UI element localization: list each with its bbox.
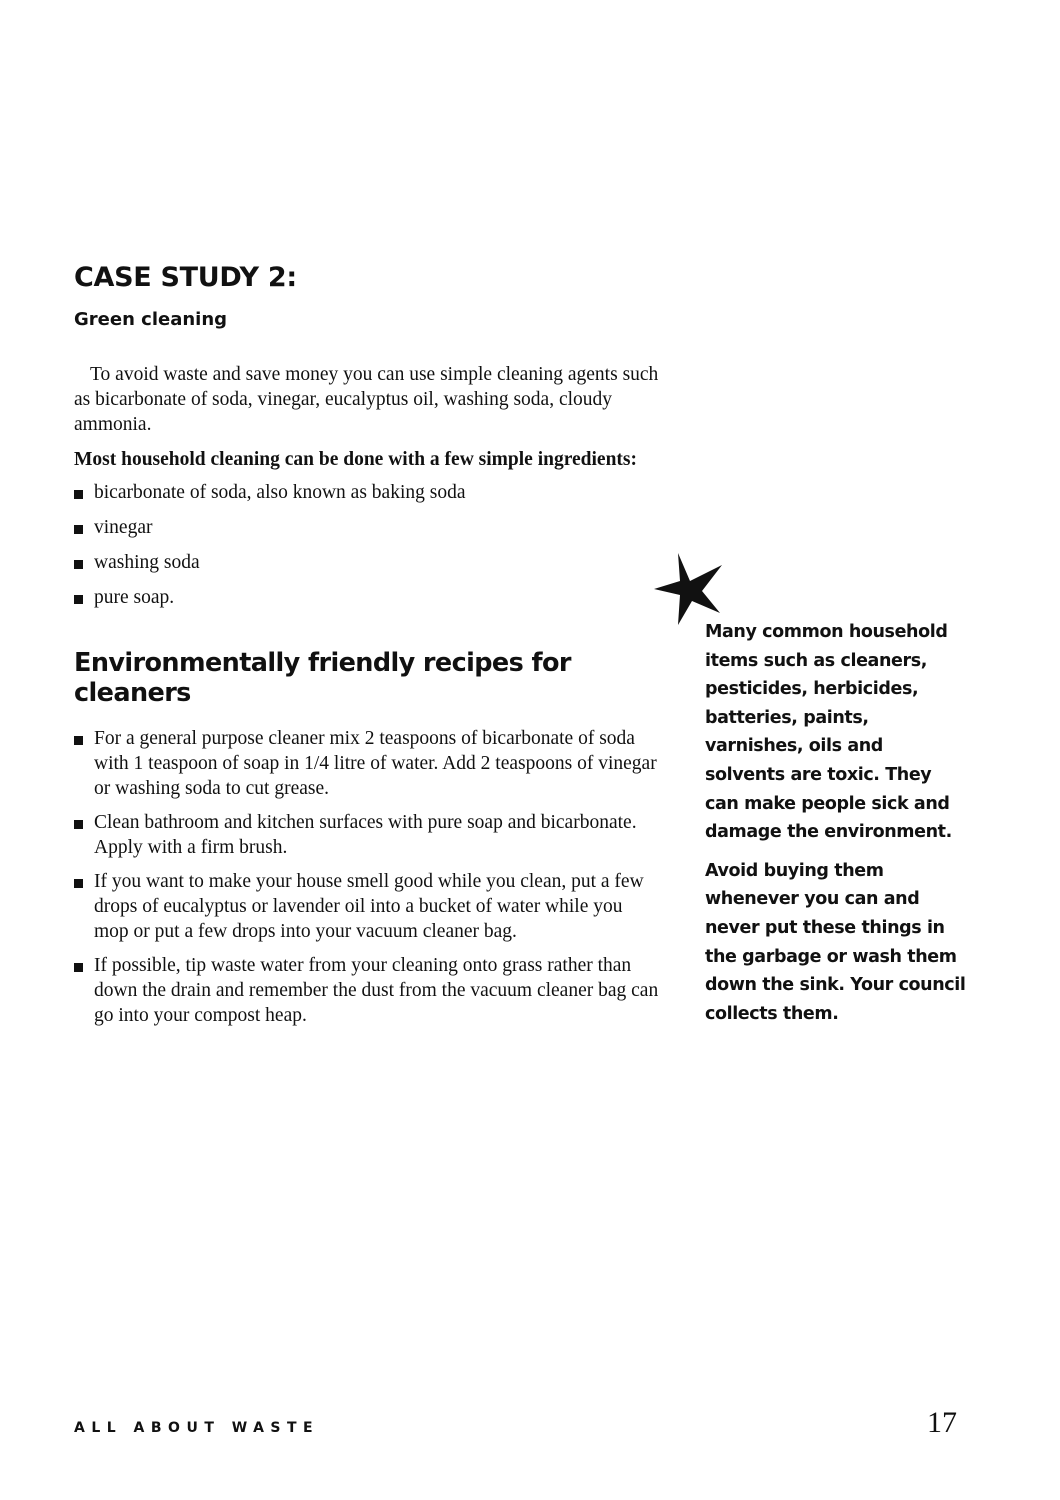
star-icon	[652, 551, 726, 627]
page-number: 17	[927, 1406, 957, 1439]
sidebar-note	[705, 618, 967, 1038]
list-item-text: washing soda	[94, 552, 200, 573]
list-item-text: pure soap.	[94, 587, 175, 608]
bullet-square-icon	[74, 963, 83, 972]
case-study-subtitle: Green cleaning	[74, 309, 228, 330]
bullet-square-icon	[74, 525, 83, 534]
bullet-square-icon	[74, 879, 83, 888]
recipes-heading: Environmentally friendly recipes for cleaners	[74, 648, 571, 708]
main-column	[74, 262, 659, 1037]
sidebar-paragraph: Avoid buying them whenever you can and never put these things in the garbage or wash them down the sink. Your council collects them.	[705, 860, 966, 1024]
case-study-title: CASE STUDY 2:	[74, 262, 297, 293]
recipes-list	[74, 726, 659, 1028]
list-item-text: If possible, tip waste water from your cleaning onto grass rather than down the drain and remember the dust from the vacuum cleaner bag can go into your compost heap.	[94, 955, 659, 1026]
list-item	[74, 515, 659, 540]
list-item	[74, 810, 659, 860]
list-item	[74, 953, 659, 1028]
list-item	[74, 550, 659, 575]
list-item	[74, 726, 659, 801]
bullet-square-icon	[74, 490, 83, 499]
sidebar-paragraph: Many common household items such as cleaners, pesticides, herbicides, batteries, paints, varnishes, oils and solvents are toxic. They can make people sick and damage the environment.	[705, 622, 952, 843]
footer-label: ALL ABOUT WASTE	[74, 1420, 320, 1436]
ingredients-list	[74, 480, 659, 610]
list-item-text: For a general purpose cleaner mix 2 teaspoons of bicarbonate of soda with 1 teaspoon of soap in 1/4 litre of water. Add 2 teaspoons of vinegar or washing soda to cut grease.	[94, 728, 657, 799]
bullet-square-icon	[74, 736, 83, 745]
list-item	[74, 869, 659, 944]
intro-paragraph: To avoid waste and save money you can use simple cleaning agents such as bicarbonate of soda, vinegar, eucalyptus oil, washing soda, cloudy ammonia.	[74, 364, 659, 435]
list-item-text: Clean bathroom and kitchen surfaces with pure soap and bicarbonate. Apply with a firm brush.	[94, 812, 637, 858]
list-item	[74, 585, 659, 610]
bullet-square-icon	[74, 560, 83, 569]
list-item-text: vinegar	[94, 517, 153, 538]
list-item-text: bicarbonate of soda, also known as baking soda	[94, 482, 466, 503]
bullet-square-icon	[74, 595, 83, 604]
bullet-square-icon	[74, 820, 83, 829]
ingredients-heading: Most household cleaning can be done with a few simple ingredients:	[74, 449, 638, 470]
list-item-text: If you want to make your house smell good while you clean, put a few drops of eucalyptus or lavender oil into a bucket of water while you mop or put a few drops into your vacuum cleaner bag.	[94, 871, 644, 942]
list-item	[74, 480, 659, 505]
